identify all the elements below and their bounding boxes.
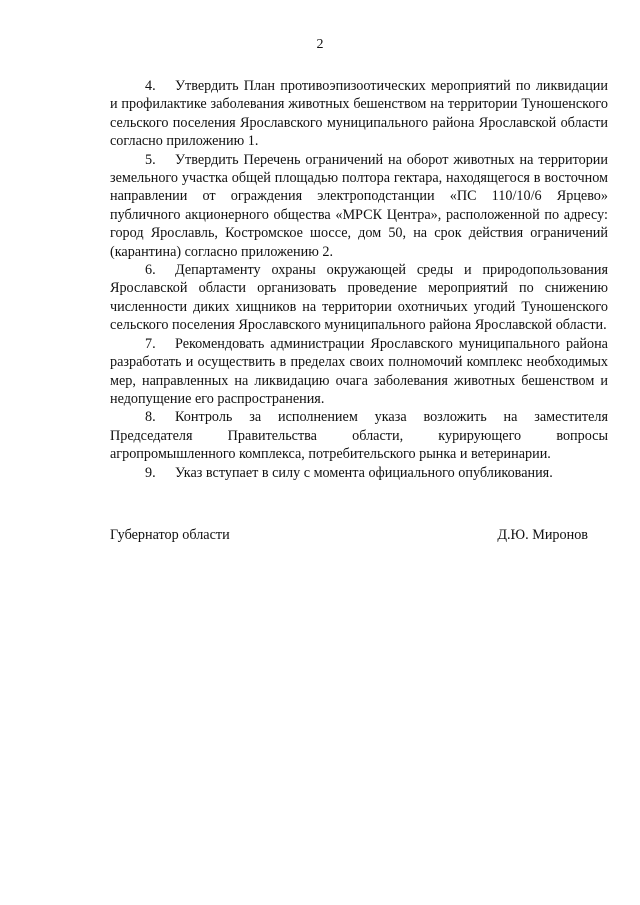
paragraph-number: 6. (145, 262, 156, 279)
paragraph-6 (110, 261, 608, 335)
paragraph-text: Контроль за исполнением указа возложить на заместителя Председателя Правительства области, курирующего вопросы агропромышленного комплекса, потребительского рынка и ветеринарии. (110, 409, 608, 463)
signatory-name: Д.Ю. Миронов (497, 527, 588, 543)
paragraph-text: Департаменту охраны окружающей среды и природопользования Ярославской области организовать проведение мероприятий по снижению численности диких хищников на территории охотничьих угодий Туношенского сельского поселения Ярославского муниципального района Ярославской области. (110, 262, 608, 334)
paragraph-8 (110, 408, 608, 463)
paragraph-number: 4. (145, 78, 156, 94)
paragraph-number: 5. (145, 151, 156, 168)
page-number: 2 (316, 37, 324, 52)
paragraph-text: Рекомендовать администрации Ярославского муниципального района разработать и осуществить в пределах своих полномочий комплекс необходимых мер, направленных на ликвидацию очага заболевания животных бешенством и недопущение его распространения. (110, 335, 608, 407)
paragraph-number: 7. (145, 335, 156, 352)
paragraph-text: Утвердить Перечень ограничений на оборот животных на территории земельного участка общей площадью полтора гектара, находящегося в восточном направлении от ограждения электроподстанции «ПС 110/10/6 Ярцево» публичного акционерного общества «МРСК Центра», расположенной по адресу: город Ярославль, Костромское шоссе, дом 50, на срок действия ограничений (карантина) согласно приложению 2. (110, 151, 608, 260)
paragraph-text: Утвердить План противоэпизоотических мероприятий по ликвидации и профилактике заболевания животных бешенством на территории Туношенского сельского поселения Ярославского муниципального района Ярославской области согласно приложению 1. (110, 78, 608, 150)
document-body (110, 77, 608, 482)
signatory-position: Губернатор области (110, 527, 230, 543)
paragraph-5 (110, 151, 608, 261)
paragraph-4 (110, 77, 608, 151)
paragraph-number: 8. (145, 409, 156, 426)
paragraph-text: Указ вступает в силу с момента официального опубликования. (175, 464, 553, 481)
signature-block (110, 526, 588, 544)
paragraph-number: 9. (145, 464, 156, 481)
paragraph-9 (110, 464, 608, 482)
paragraph-7 (110, 335, 608, 409)
